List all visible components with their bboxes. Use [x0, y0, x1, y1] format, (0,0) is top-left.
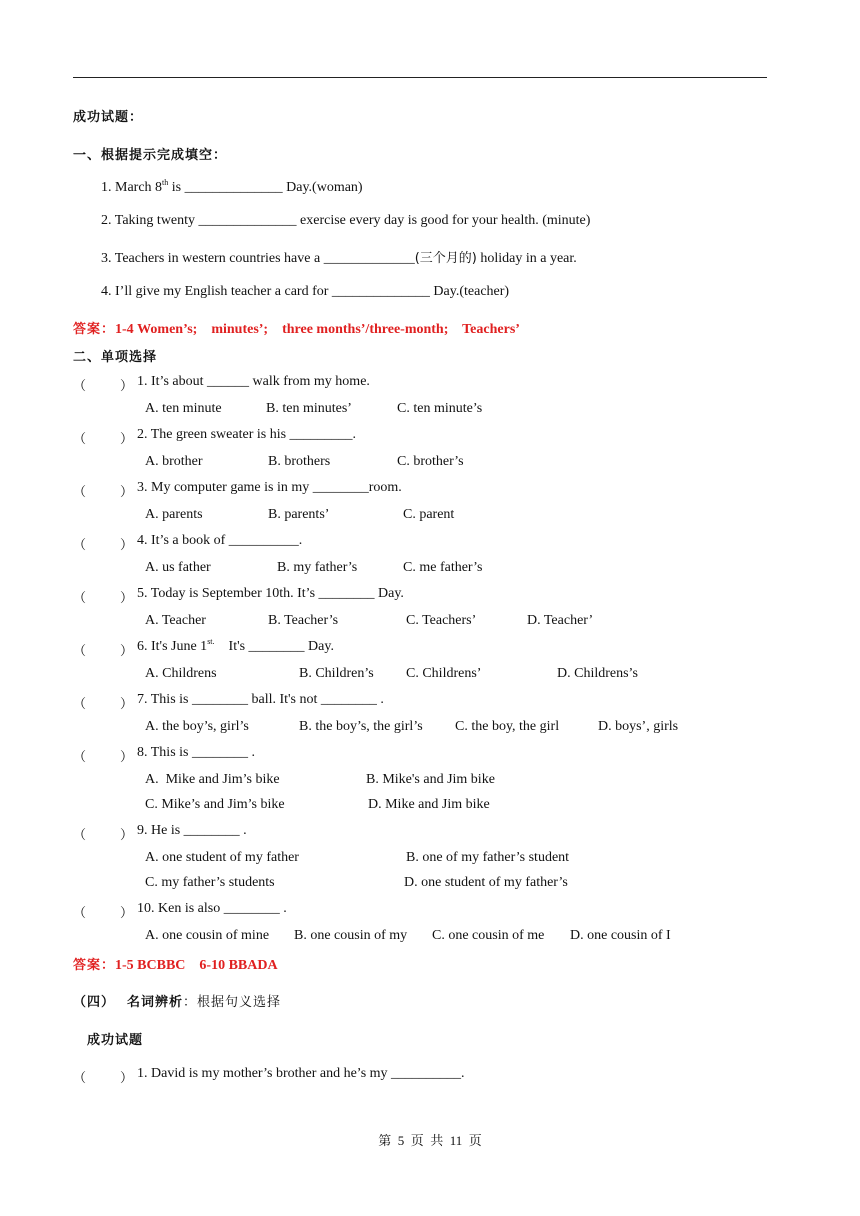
fill-item-text: 3. Teachers in western countries have a [101, 251, 321, 266]
answer-paren-close: ） [120, 484, 134, 499]
fill-item-1 [101, 180, 363, 196]
answer-label: 答案： [73, 958, 116, 973]
answer-paren-open: （ [73, 1070, 87, 1085]
option[interactable]: B. the boy’s, the girl’s [299, 719, 423, 734]
fill-item-3 [101, 247, 577, 267]
fill-item-text: 1. March 8 [101, 180, 163, 195]
section-number: （四） [73, 995, 116, 1010]
fill-item-text: holiday in a year. [476, 251, 577, 266]
question-6 [137, 639, 334, 655]
fill-item-4 [101, 284, 509, 300]
answer-paren-open: （ [73, 696, 87, 711]
answer-paren-close: ） [120, 1070, 134, 1085]
option[interactable]: C. Mike’s and Jim’s bike [145, 797, 285, 812]
answer-paren-close: ） [120, 537, 134, 552]
option[interactable]: D. Teacher’ [527, 613, 594, 628]
section4-title [73, 991, 281, 1011]
question-text: 6. It's June 1 [137, 639, 208, 654]
option[interactable]: B. Teacher’s [268, 613, 339, 628]
answer-paren-close: ） [120, 378, 134, 393]
section2-answer [73, 954, 278, 974]
section1-title: 一、根据提示完成填空： [73, 148, 228, 163]
option[interactable]: D. Mike and Jim bike [368, 797, 490, 812]
option[interactable]: B. parents’ [268, 507, 330, 522]
option[interactable]: C. ten minute’s [397, 401, 483, 416]
ordinal-suffix: st. [207, 637, 215, 646]
option[interactable]: B. one of my father’s student [406, 850, 570, 865]
option[interactable]: A. Childrens [145, 666, 217, 681]
option[interactable]: C. Childrens’ [406, 666, 482, 681]
question-text: It's ________ Day. [228, 639, 334, 654]
answer-paren-close: ） [120, 431, 134, 446]
option[interactable]: A. one student of my father [145, 850, 299, 865]
section-heading: 成功试题： [73, 110, 144, 125]
question-7: 7. This is ________ ball. It's not ________ . [137, 692, 384, 707]
answer-paren-open: （ [73, 590, 87, 605]
fill-blank[interactable]: ______________ [184, 180, 283, 195]
ordinal-suffix: th [162, 178, 169, 187]
option[interactable]: C. my father’s students [145, 875, 275, 890]
option[interactable]: B. one cousin of my [294, 928, 408, 943]
fill-item-text: exercise every day is good for your health. (minute) [296, 213, 591, 228]
section2-title: 二、单项选择 [73, 350, 158, 365]
option[interactable]: A. Mike and Jim’s bike [145, 772, 280, 787]
option[interactable]: A. Teacher [145, 613, 206, 628]
answer-paren-open: （ [73, 378, 87, 393]
question-8: 8. This is ________ . [137, 745, 255, 760]
option[interactable]: C. Teachers’ [406, 613, 477, 628]
answer-label: 答案： [73, 322, 116, 337]
answer-paren-open: （ [73, 749, 87, 764]
option[interactable]: A. the boy’s, girl’s [145, 719, 249, 734]
section4-subheading: 成功试题 [87, 1033, 144, 1048]
option[interactable]: A. parents [145, 507, 203, 522]
question-9: 9. He is ________ . [137, 823, 247, 838]
answer-paren-close: ） [120, 905, 134, 920]
option[interactable]: B. my father’s [277, 560, 358, 575]
answer-paren-close: ） [120, 827, 134, 842]
option[interactable]: B. Mike's and Jim bike [366, 772, 495, 787]
question-5: 5. Today is September 10th. It’s ________ Day. [137, 586, 404, 601]
answer-paren-open: （ [73, 905, 87, 920]
answer-paren-close: ） [120, 696, 134, 711]
question-1: 1. It’s about ______ walk from my home. [137, 374, 370, 389]
question-4: 4. It’s a book of __________. [137, 533, 303, 548]
option[interactable]: C. parent [403, 507, 455, 522]
answer-text: 1-4 Women’s; minutes’; three months’/three-month; Teachers’ [115, 322, 520, 337]
fill-hint: (三个月的) [414, 251, 477, 266]
option[interactable]: D. one cousin of I [570, 928, 671, 943]
option[interactable]: C. the boy, the girl [455, 719, 560, 734]
answer-paren-open: （ [73, 484, 87, 499]
answer-paren-open: （ [73, 537, 87, 552]
fill-item-text: Day.(teacher) [429, 284, 510, 299]
question-10: 10. Ken is also ________ . [137, 901, 287, 916]
option[interactable]: D. Childrens’s [557, 666, 638, 681]
fill-blank[interactable]: _____________ [323, 251, 415, 266]
fill-item-text: 4. I’ll give my English teacher a card for [101, 284, 329, 299]
section4-question-1: 1. David is my mother’s brother and he’s my __________. [137, 1066, 465, 1081]
section-title-bold: 名词辨析 [127, 995, 184, 1010]
section-title-rest: ：根据句义选择 [183, 995, 282, 1010]
answer-paren-close: ） [120, 749, 134, 764]
option[interactable]: B. Children’s [299, 666, 374, 681]
answer-text: 1-5 BCBBC 6-10 BBADA [115, 958, 278, 973]
option[interactable]: C. me father’s [403, 560, 483, 575]
answer-paren-open: （ [73, 827, 87, 842]
option[interactable]: A. ten minute [145, 401, 222, 416]
option[interactable]: D. boys’, girls [598, 719, 679, 734]
option[interactable]: C. brother’s [397, 454, 464, 469]
fill-item-2 [101, 213, 590, 229]
answer-paren-open: （ [73, 431, 87, 446]
answer-paren-open: （ [73, 643, 87, 658]
question-2: 2. The green sweater is his _________. [137, 427, 357, 442]
page-footer: 第 5 页 共 11 页 [378, 1133, 482, 1148]
option[interactable]: A. brother [145, 454, 203, 469]
fill-item-text: Day.(woman) [282, 180, 363, 195]
option[interactable]: A. us father [145, 560, 211, 575]
fill-item-text: 2. Taking twenty [101, 213, 196, 228]
option[interactable]: B. brothers [268, 454, 331, 469]
option[interactable]: D. one student of my father’s [404, 875, 568, 890]
section1-answer [73, 318, 520, 338]
fill-blank[interactable]: ______________ [331, 284, 430, 299]
option[interactable]: A. one cousin of mine [145, 928, 270, 943]
header-rule [73, 77, 767, 78]
fill-blank[interactable]: ______________ [198, 213, 297, 228]
option[interactable]: B. ten minutes’ [266, 401, 352, 416]
answer-paren-close: ） [120, 643, 134, 658]
answer-paren-close: ） [120, 590, 134, 605]
question-3: 3. My computer game is in my ________room. [137, 480, 402, 495]
fill-item-text: is [168, 180, 182, 195]
option[interactable]: C. one cousin of me [432, 928, 545, 943]
